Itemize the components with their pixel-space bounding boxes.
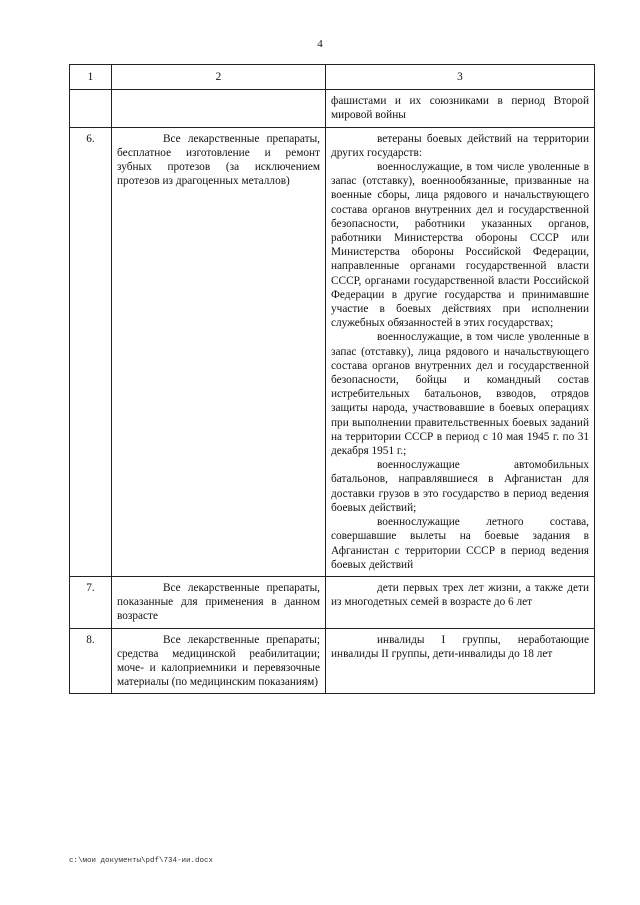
eligible-categories [326, 628, 595, 694]
category-paragraph: дети первых трех лет жизни, а также дети из многодетных семей в возрасте до 6 лет [331, 581, 589, 609]
benefit-description: Все лекарственные препараты; средства медицинской реабилитации; моче- и калоприемники и перевязочные материалы (по медицинским показаниям) [112, 628, 326, 694]
eligible-categories [326, 127, 595, 576]
category-paragraph: ветераны боевых действий на территории других государств: [331, 132, 589, 159]
table-header-row [70, 65, 595, 90]
page-number: 4 [317, 38, 323, 50]
file-path-footer: c:\мои документы\pdf\734-ии.docx [69, 857, 214, 865]
header-cell-2: 2 [112, 65, 326, 90]
table-row [70, 576, 595, 628]
header-cell-1: 1 [70, 65, 112, 90]
category-paragraph: военнослужащие автомобильных батальонов, направлявшиеся в Афганистан для доставки грузов в это государство в период ведения боевых действий; [331, 459, 589, 514]
header-cell-3: 3 [326, 65, 595, 90]
row-number: 6. [70, 127, 112, 576]
category-paragraph: военнослужащие, в том числе уволенные в запас (отставку), военнообязанные, призванные на военные сборы, лица рядового и начальствующего состава органов внутренних дел и государственной безопасности, работники указанных органов, работники Министерства обороны СССР или Министерства обороны Российской Федерации, направленные органами государственной власти СССР, органами государственной власти Российской Федерации в другие государства и принимавшие участие в боевых действиях при исполнении служебных обязанностей в этих государствах; [331, 161, 589, 330]
eligible-categories [326, 576, 595, 628]
benefit-description: Все лекарственные препараты, показанные для применения в данном возрасте [112, 576, 326, 628]
row-number [70, 90, 112, 127]
table-row [70, 628, 595, 694]
eligible-categories [326, 90, 595, 127]
category-paragraph: военнослужащие летного состава, совершавшие вылеты на боевые задания в Афганистан с территории СССР в период ведения боевых действий [331, 516, 589, 571]
table-row [70, 90, 595, 127]
benefit-description [112, 90, 326, 127]
category-paragraph: инвалиды I группы, неработающие инвалиды II группы, дети-инвалиды до 18 лет [331, 633, 589, 660]
category-paragraph: фашистами и их союзниками в период Второй мировой войны [331, 95, 589, 122]
row-number: 8. [70, 628, 112, 694]
benefit-description: Все лекарственные препараты, бесплатное изготовление и ремонт зубных протезов (за исключением протезов из драгоценных металлов) [112, 127, 326, 576]
benefits-table [69, 64, 595, 694]
table-row [70, 127, 595, 576]
category-paragraph: военнослужащие, в том числе уволенные в запас (отставку), лица рядового и начальствующего состава органов внутренних дел и государственной безопасности, бойцы и командный состав истребительных батальонов, взводов, отрядов защиты народа, участвовавшие в боевых операциях при выполнении правительственных боевых заданий на территории СССР в период с 10 мая 1945 г. по 31 декабря 1951 г.; [331, 331, 589, 458]
row-number: 7. [70, 576, 112, 628]
